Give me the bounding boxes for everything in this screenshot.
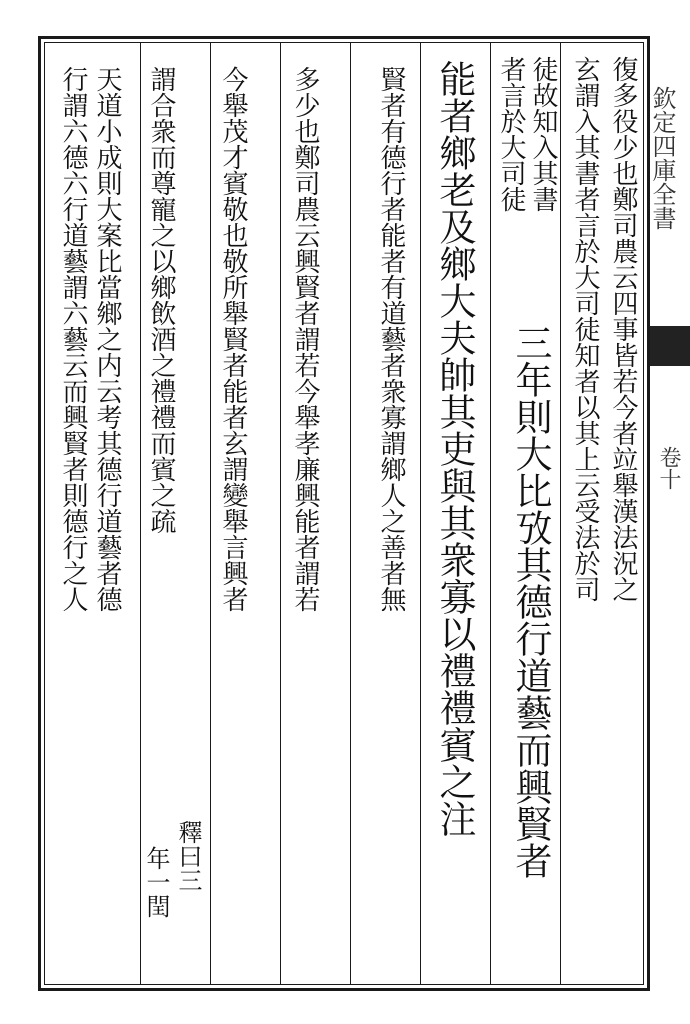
margin-chapter: 卷十 bbox=[656, 446, 681, 490]
text-column-6b: 行謂六德六行道藝謂六藝云而興賢者則德行之人 bbox=[58, 66, 88, 612]
text-column-4b: 多少也鄭司農云興賢者謂若今舉孝廉興能者謂若 bbox=[290, 66, 320, 612]
column-rule bbox=[420, 42, 421, 985]
text-column-1b: 玄謂入其書者言於大司徒知者以其上云受法於司 bbox=[570, 56, 600, 602]
column-rule bbox=[490, 42, 491, 985]
column-rule bbox=[140, 42, 141, 985]
text-column-6a: 天道小成則大案比當鄉之内云考其德行道藝者德 bbox=[92, 66, 122, 612]
margin-strip bbox=[648, 36, 690, 991]
text-column-2b: 者言於大司徒 bbox=[496, 56, 526, 212]
text-column-4a: 賢者有德行者能者有道藝者衆寡謂鄉人之善者無 bbox=[376, 66, 406, 612]
text-column-3: 能者鄉老及鄉大夫帥其吏與其衆寡以禮禮賓之注 bbox=[433, 60, 476, 837]
text-column-5d: 年一閏 bbox=[142, 846, 170, 918]
margin-title: 欽定四庫全書 bbox=[648, 86, 676, 230]
text-column-2a: 徒故知入其書 bbox=[528, 56, 558, 212]
text-column-1a: 復多役少也鄭司農云四事皆若今者竝舉漢法況之 bbox=[608, 56, 638, 602]
text-column-2-main: 三年則大比攷其德行道藝而興賢者 bbox=[509, 324, 552, 879]
margin-bar bbox=[650, 326, 690, 366]
text-column-5a: 今舉茂才賓敬也敬所舉賢者能者玄謂變舉言興者 bbox=[218, 66, 248, 612]
text-column-5b: 謂合衆而尊寵之以鄉飲酒之禮禮而賓之疏 bbox=[146, 66, 176, 534]
column-rule bbox=[560, 42, 561, 985]
column-rule bbox=[280, 42, 281, 985]
text-column-5c: 釋曰三 bbox=[174, 820, 202, 892]
column-rule bbox=[210, 42, 211, 985]
column-rule bbox=[350, 42, 351, 985]
